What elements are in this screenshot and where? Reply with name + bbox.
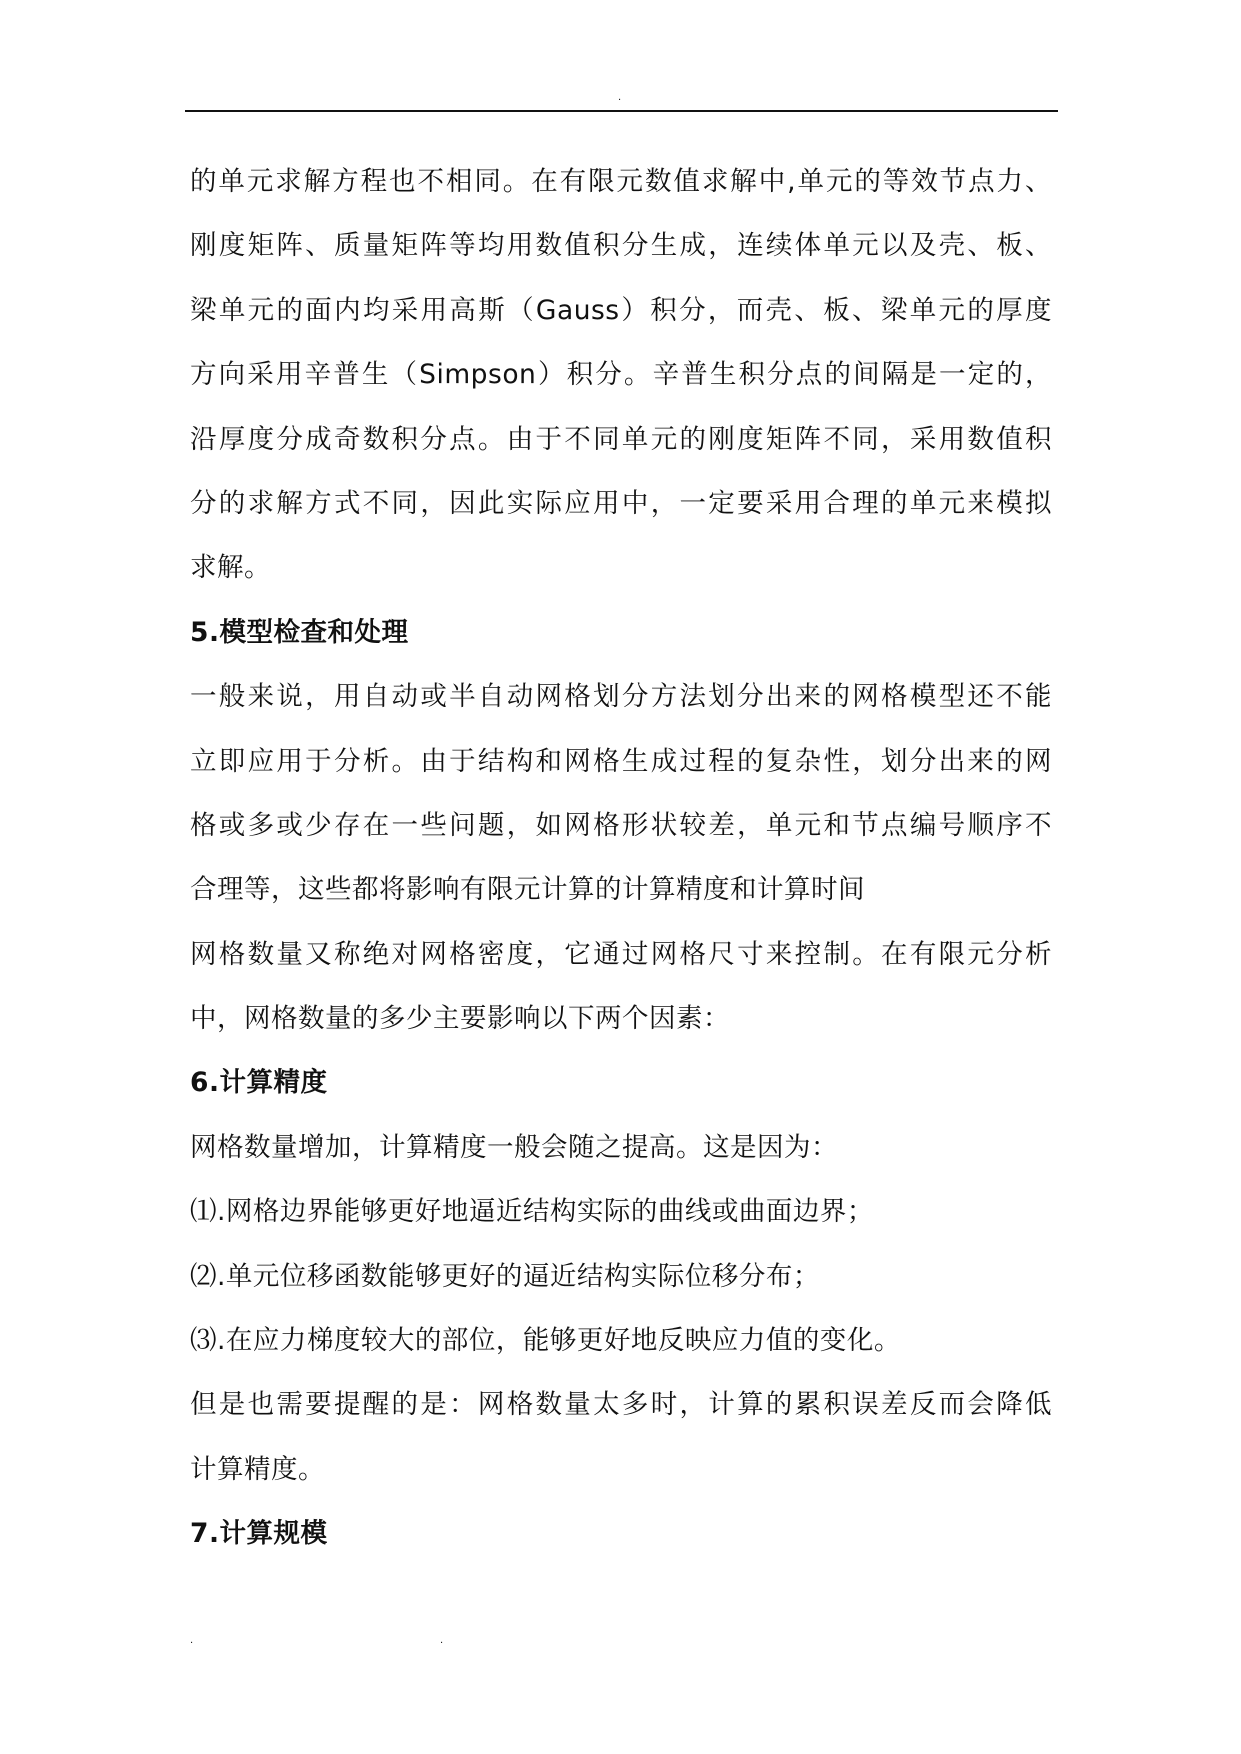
- header-dot: .: [618, 92, 622, 103]
- footer-right-dot: .: [440, 1635, 444, 1646]
- text-line: 梁单元的面内均采用高斯（Gauss）积分，而壳、板、梁单元的厚度: [190, 294, 1052, 326]
- text-line: 网格数量又称绝对网格密度，它通过网格尺寸来控制。在有限元分析: [190, 938, 1052, 970]
- document-body: [190, 150, 1052, 1567]
- text-line: ⑶.在应力梯度较大的部位，能够更好地反映应力值的变化。: [190, 1325, 901, 1357]
- text-line: 中，网格数量的多少主要影响以下两个因素：: [190, 1003, 730, 1035]
- text-line: 一般来说，用自动或半自动网格划分方法划分出来的网格模型还不能: [190, 681, 1052, 713]
- text-line: 沿厚度分成奇数积分点。由于不同单元的刚度矩阵不同，采用数值积: [190, 423, 1052, 455]
- text-line: ⑵.单元位移函数能够更好的逼近结构实际位移分布；: [190, 1260, 820, 1292]
- header-rule: [185, 110, 1058, 112]
- section-heading: 6.计算精度: [190, 1067, 328, 1099]
- text-line: 格或多或少存在一些问题，如网格形状较差，单元和节点编号顺序不: [190, 809, 1052, 841]
- text-line: 的单元求解方程也不相同。在有限元数值求解中,单元的等效节点力、: [190, 166, 1052, 197]
- section-heading: 5.模型检查和处理: [190, 616, 409, 648]
- text-line: 求解。: [190, 552, 271, 584]
- text-line: 分的求解方式不同，因此实际应用中，一定要采用合理的单元来模拟: [190, 487, 1052, 519]
- text-line: 方向采用辛普生（Simpson）积分。辛普生积分点的间隔是一定的，: [190, 359, 1052, 391]
- text-line: ⑴.网格边界能够更好地逼近结构实际的曲线或曲面边界；: [190, 1196, 874, 1228]
- text-line: 合理等，这些都将影响有限元计算的计算精度和计算时间: [190, 874, 865, 906]
- text-line: 但是也需要提醒的是：网格数量太多时，计算的累积误差反而会降低: [190, 1389, 1052, 1421]
- text-line: 立即应用于分析。由于结构和网格生成过程的复杂性，划分出来的网: [190, 745, 1052, 777]
- text-line: 计算精度。: [190, 1453, 325, 1485]
- text-line: 刚度矩阵、质量矩阵等均用数值积分生成，连续体单元以及壳、板、: [190, 230, 1052, 262]
- section-heading: 7.计算规模: [190, 1518, 328, 1550]
- text-line: 网格数量增加，计算精度一般会随之提高。这是因为：: [190, 1131, 838, 1163]
- footer-left-dot: .: [190, 1635, 194, 1646]
